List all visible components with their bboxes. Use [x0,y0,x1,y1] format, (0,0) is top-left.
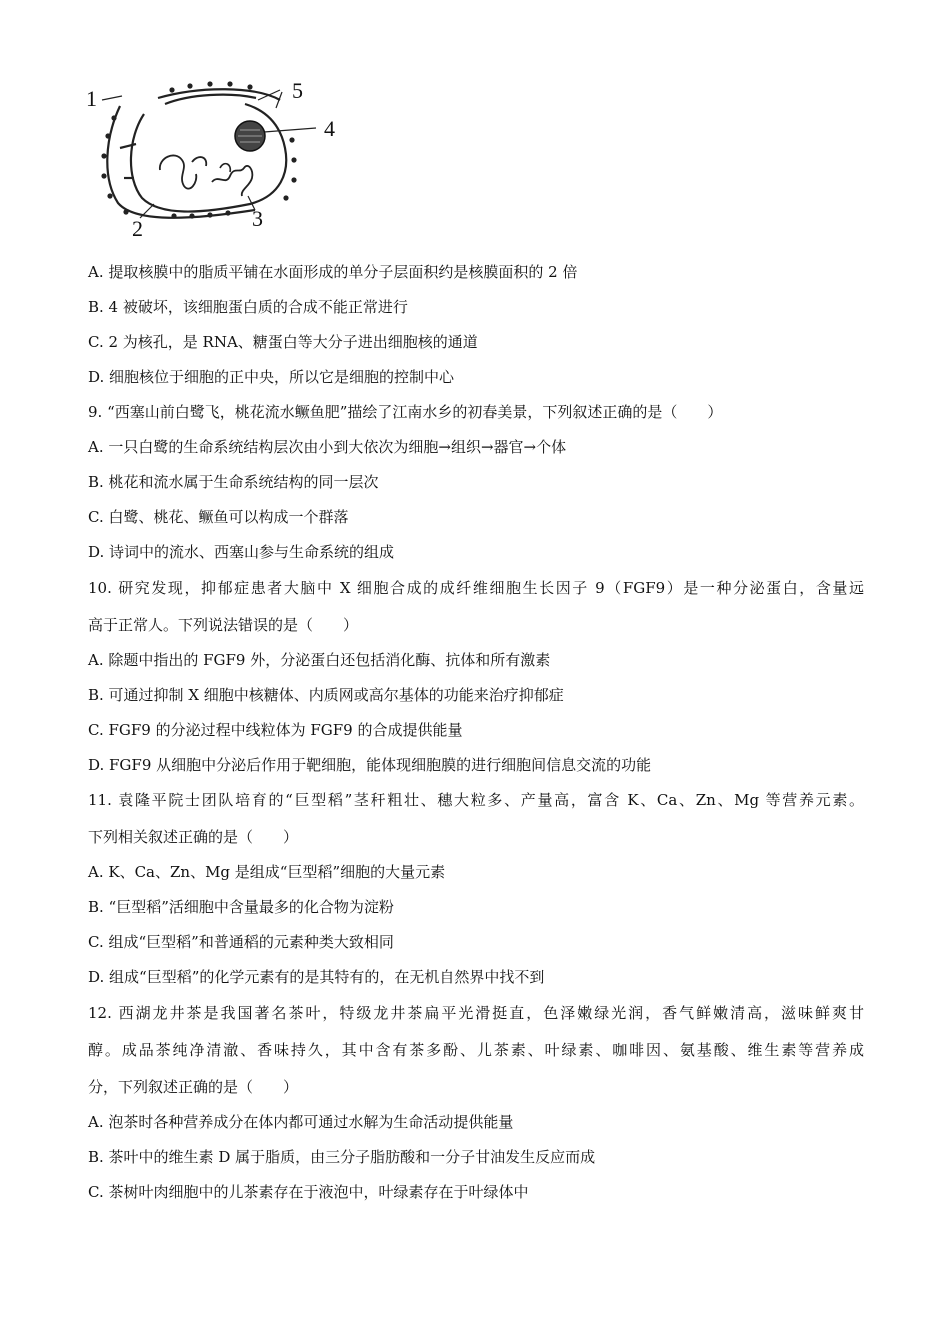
figure-label-2: 2 [132,216,143,241]
q11-option-a: A. K、Ca、Zn、Mg 是组成“巨型稻”细胞的大量元素 [88,863,446,881]
q11-option-b: B. “巨型稻”活细胞中含量最多的化合物为淀粉 [88,898,394,916]
q8-option-c: C. 2 为核孔，是 RNA、糖蛋白等大分子进出细胞核的通道 [88,333,478,351]
q12-stem-line2: 醇。成品茶纯净清澈、香味持久，其中含有茶多酚、儿茶素、叶绿素、咖啡因、氨基酸、维生素等营养成 [88,1041,864,1059]
nucleus-drawing [80,78,360,243]
q12-option-a: A. 泡茶时各种营养成分在体内都可通过水解为生命活动提供能量 [88,1113,514,1131]
q11-option-c: C. 组成“巨型稻”和普通稻的元素种类大致相同 [88,933,394,951]
leader-1 [102,96,122,100]
outer-membrane [107,106,255,218]
figure-label-1: 1 [86,86,97,111]
q12-stem-line1: 12. 西湖龙井茶是我国著名茶叶，特级龙井茶扁平光滑挺直，色泽嫩绿光润，香气鲜嫩清高，滋味鲜爽甘 [88,1004,864,1022]
q8-option-b: B. 4 被破坏，该细胞蛋白质的合成不能正常进行 [88,298,408,316]
q11-stem-line1: 11. 袁隆平院士团队培育的“巨型稻”茎秆粗壮、穗大粒多、产量高，富含 K、Ca、Zn、Mg 等营养元素。 [88,791,864,809]
figure-label-4: 4 [324,116,335,141]
q10-option-d: D. FGF9 从细胞中分泌后作用于靶细胞，能体现细胞膜的进行细胞间信息交流的功能 [88,756,652,774]
q11-option-d: D. 组成“巨型稻”的化学元素有的是其特有的，在无机自然界中找不到 [88,968,545,986]
nucleus-diagram [80,78,360,243]
q12-option-c: C. 茶树叶肉细胞中的儿茶素存在于液泡中，叶绿素存在于叶绿体中 [88,1183,529,1201]
q10-stem-line1: 10. 研究发现，抑郁症患者大脑中 X 细胞合成的成纤维细胞生长因子 9（FGF9）是一种分泌蛋白，含量远 [88,579,864,597]
leader-5b [276,92,282,108]
q10-option-b: B. 可通过抑制 X 细胞中核糖体、内质网或高尔基体的功能来治疗抑郁症 [88,686,564,704]
figure-label-5: 5 [292,78,303,103]
q9-option-c: C. 白鹭、桃花、鳜鱼可以构成一个群落 [88,508,349,526]
q9-option-b: B. 桃花和流水属于生命系统结构的同一层次 [88,473,379,491]
q9-option-d: D. 诗词中的流水、西塞山参与生命系统的组成 [88,543,395,561]
q9-option-a: A. 一只白鹭的生命系统结构层次由小到大依次为细胞→组织→器官→个体 [88,438,567,456]
q10-option-c: C. FGF9 的分泌过程中线粒体为 FGF9 的合成提供能量 [88,721,463,739]
leader-4 [264,128,316,132]
chromatin [160,155,206,188]
q9-stem: 9. “西塞山前白鹭飞，桃花流水鳜鱼肥”描绘了江南水乡的初春美景，下列叙述正确的是（ ） [88,403,723,421]
q10-option-a: A. 除题中指出的 FGF9 外，分泌蛋白还包括消化酶、抗体和所有激素 [88,651,551,669]
q11-stem-line2: 下列相关叙述正确的是（ ） [88,828,299,846]
q8-option-d: D. 细胞核位于细胞的正中央，所以它是细胞的控制中心 [88,368,455,386]
q8-option-a: A. 提取核膜中的脂质平铺在水面形成的单分子层面积约是核膜面积的 2 倍 [88,263,578,281]
q10-stem-line2: 高于正常人。下列说法错误的是（ ） [88,616,359,634]
inner-membrane [131,104,286,212]
q12-stem-line3: 分，下列叙述正确的是（ ） [88,1078,299,1096]
figure-label-3: 3 [252,206,263,231]
q12-option-b: B. 茶叶中的维生素 D 属于脂质，由三分子脂肪酸和一分子甘油发生反应而成 [88,1148,596,1166]
